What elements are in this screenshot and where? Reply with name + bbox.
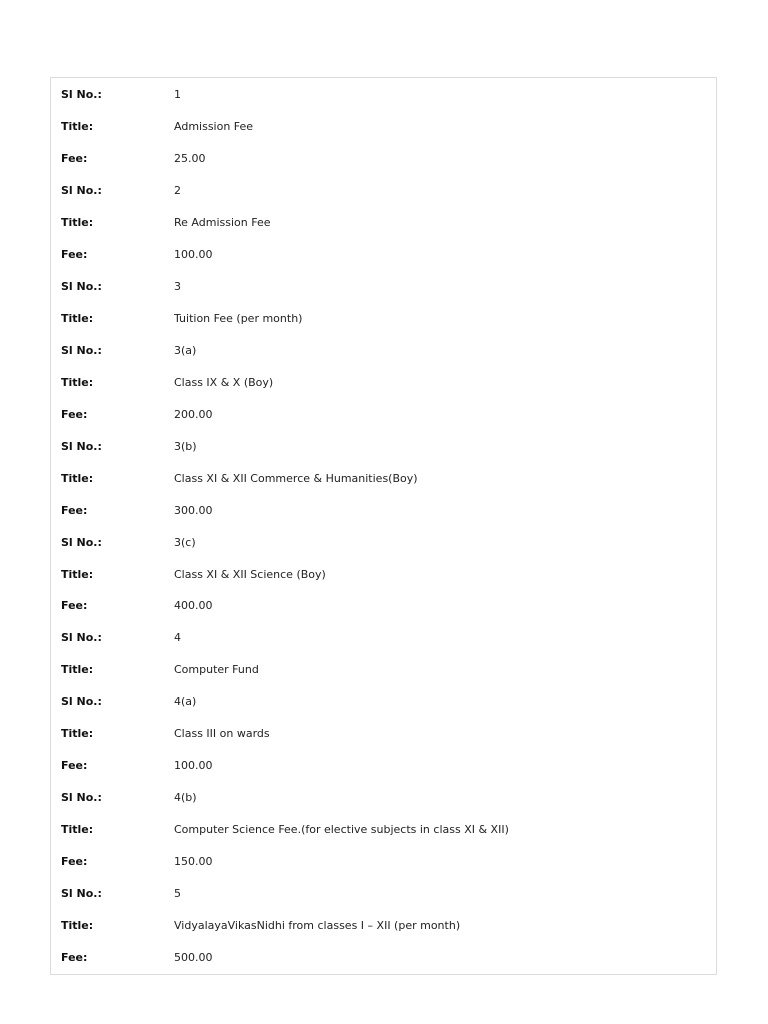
row-label: Title: — [61, 727, 94, 741]
row-value: 25.00 — [174, 152, 206, 166]
row-value: 100.00 — [174, 759, 213, 773]
row-value: 3(a) — [174, 343, 197, 357]
row-label: Title: — [61, 567, 94, 581]
table-row — [51, 303, 716, 335]
row-value: 200.00 — [174, 407, 213, 421]
row-label: Fee: — [61, 759, 88, 773]
row-value: 3 — [174, 280, 181, 294]
table-row — [51, 750, 716, 782]
row-label: Title: — [61, 823, 94, 837]
table-row — [51, 941, 716, 973]
row-value: 300.00 — [174, 503, 213, 517]
row-label: Fee: — [61, 152, 88, 166]
row-value: Class XI & XII Science (Boy) — [174, 567, 326, 581]
row-label: Sl No.: — [61, 439, 102, 453]
row-label: Title: — [61, 918, 94, 932]
row-label: Sl No.: — [61, 695, 102, 709]
row-value: Computer Science Fee.(for elective subjects in class XI & XII) — [174, 823, 509, 837]
row-label: Fee: — [61, 599, 88, 613]
row-label: Sl No.: — [61, 631, 102, 645]
row-label: Title: — [61, 471, 94, 485]
table-row — [51, 143, 716, 175]
row-value: 4 — [174, 631, 181, 645]
row-value: 2 — [174, 184, 181, 198]
table-row — [51, 207, 716, 239]
row-label: Sl No.: — [61, 886, 102, 900]
table-row — [51, 526, 716, 558]
table-row — [51, 430, 716, 462]
row-value: 100.00 — [174, 248, 213, 262]
row-label: Sl No.: — [61, 791, 102, 805]
table-row — [51, 462, 716, 494]
row-value: 150.00 — [174, 854, 213, 868]
table-row — [51, 718, 716, 750]
table-row — [51, 239, 716, 271]
table-row — [51, 590, 716, 622]
row-value: 3(c) — [174, 535, 196, 549]
row-value: 400.00 — [174, 599, 213, 613]
table-row — [51, 622, 716, 654]
row-label: Title: — [61, 312, 94, 326]
row-value: 5 — [174, 886, 181, 900]
row-label: Sl No.: — [61, 88, 102, 102]
row-label: Sl No.: — [61, 343, 102, 357]
row-value: Re Admission Fee — [174, 216, 271, 230]
table-row — [51, 846, 716, 878]
row-label: Fee: — [61, 950, 88, 964]
table-row — [51, 686, 716, 718]
row-value: 3(b) — [174, 439, 197, 453]
table-row — [51, 558, 716, 590]
table-row — [51, 271, 716, 303]
row-label: Title: — [61, 120, 94, 134]
table-row — [51, 909, 716, 941]
row-value: Class IX & X (Boy) — [174, 375, 274, 389]
table-row — [51, 111, 716, 143]
row-label: Title: — [61, 216, 94, 230]
row-value: 4(a) — [174, 695, 197, 709]
fee-table — [50, 77, 717, 975]
row-label: Fee: — [61, 854, 88, 868]
row-label: Fee: — [61, 503, 88, 517]
table-row — [51, 79, 716, 111]
row-value: 1 — [174, 88, 181, 102]
table-row — [51, 175, 716, 207]
row-value: VidyalayaVikasNidhi from classes I – XII (per month) — [174, 918, 461, 932]
row-value: Class III on wards — [174, 727, 270, 741]
table-row — [51, 782, 716, 814]
table-row — [51, 366, 716, 398]
table-row — [51, 398, 716, 430]
table-row — [51, 335, 716, 367]
row-value: Tuition Fee (per month) — [174, 312, 303, 326]
row-value: Class XI & XII Commerce & Humanities(Boy) — [174, 471, 418, 485]
table-row — [51, 654, 716, 686]
row-value: 500.00 — [174, 950, 213, 964]
row-label: Sl No.: — [61, 280, 102, 294]
row-label: Title: — [61, 663, 94, 677]
row-value: 4(b) — [174, 791, 197, 805]
table-row — [51, 494, 716, 526]
row-label: Sl No.: — [61, 184, 102, 198]
row-label: Fee: — [61, 407, 88, 421]
row-label: Sl No.: — [61, 535, 102, 549]
row-label: Fee: — [61, 248, 88, 262]
table-row — [51, 877, 716, 909]
table-row — [51, 814, 716, 846]
row-value: Computer Fund — [174, 663, 259, 677]
row-label: Title: — [61, 375, 94, 389]
row-value: Admission Fee — [174, 120, 254, 134]
